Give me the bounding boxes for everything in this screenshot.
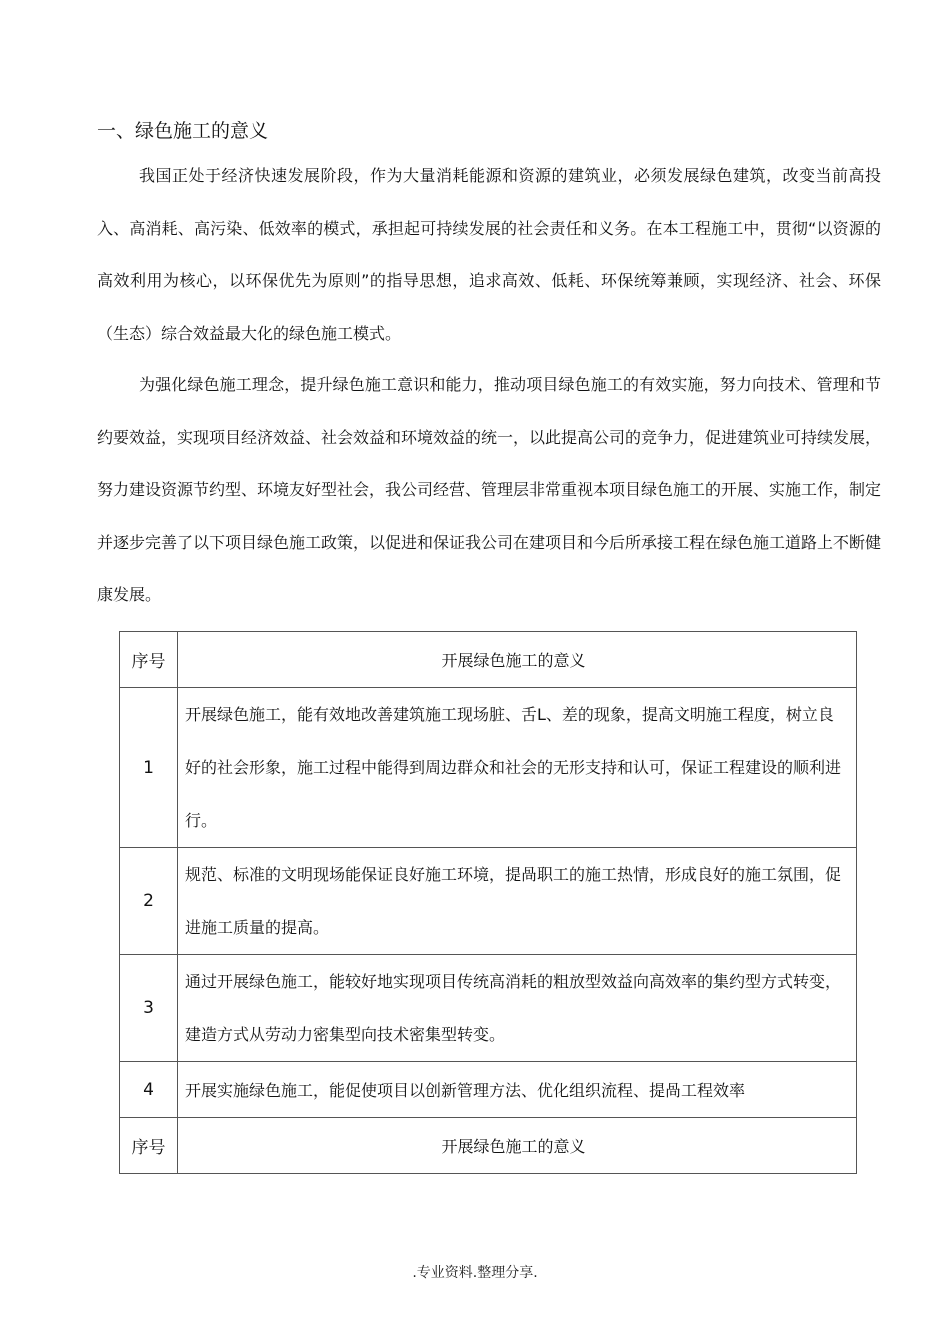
row-no: 4 [120, 1062, 178, 1118]
paragraph-2: 为强化绿色施工理念，提升绿色施工意识和能力，推动项目绿色施工的有效实施，努力向技术、管理和节约要效益，实现项目经济效益、社会效益和环境效益的统一，以此提高公司的竞争力，促进建筑业可持续发展，努力建设资源节约型、环境友好型社会，我公司经营、管理层非常重视本项目绿色施工的开展、实施工作，制定并逐步完善了以下项目绿色施工政策，以促进和保证我公司在建项目和今后所承接工程在绿色施工道路上不断健康发展。 [97, 375, 882, 604]
meaning-table [119, 631, 857, 1174]
page-footer: .专业资料.整理分享. [412, 1265, 538, 1281]
table-row [120, 688, 857, 848]
row-no: 2 [120, 848, 178, 955]
table-row [120, 1062, 857, 1118]
table-row [120, 955, 857, 1062]
row-text: 规范、标准的文明现场能保证良好施工环境，提咼职工的施工热情，形成良好的施工氛围，促进施工质量的提高。 [178, 848, 857, 955]
header-no: 序号 [120, 1118, 178, 1174]
row-no: 1 [120, 688, 178, 848]
table-row [120, 848, 857, 955]
header-meaning: 开展绿色施工的意义 [178, 1118, 857, 1174]
row-text: 通过开展绿色施工，能较好地实现项目传统高消耗的粗放型效益向高效率的集约型方式转变，建造方式从劳动力密集型向技术密集型转变。 [178, 955, 857, 1062]
row-text: 开展实施绿色施工，能促使项目以创新管理方法、优化组织流程、提咼工程效率 [178, 1062, 857, 1118]
row-no: 3 [120, 955, 178, 1062]
paragraph-1: 我国正处于经济快速发展阶段，作为大量消耗能源和资源的建筑业，必须发展绿色建筑，改变当前高投入、高消耗、高污染、低效率的模式，承担起可持续发展的社会责任和义务。在本工程施工中，贯彻“以资源的高效利用为核心，以环保优先为原则”的指导思想，追求高效、低耗、环保统筹兼顾，实现经济、社会、环保（生态）综合效益最大化的绿色施工模式。 [97, 166, 881, 343]
header-no: 序号 [120, 632, 178, 688]
section-heading: 一、绿色施工的意义 [97, 120, 269, 142]
table-header-row [120, 632, 857, 688]
header-meaning: 开展绿色施工的意义 [178, 632, 857, 688]
table-continued-header-row [120, 1118, 857, 1174]
row-text: 开展绿色施工，能有效地改善建筑施工现场脏、舌L、差的现象，提高文明施工程度，树立良好的社会形象，施工过程中能得到周边群众和社会的无形支持和认可，保证工程建设的顺利进行。 [178, 688, 857, 848]
